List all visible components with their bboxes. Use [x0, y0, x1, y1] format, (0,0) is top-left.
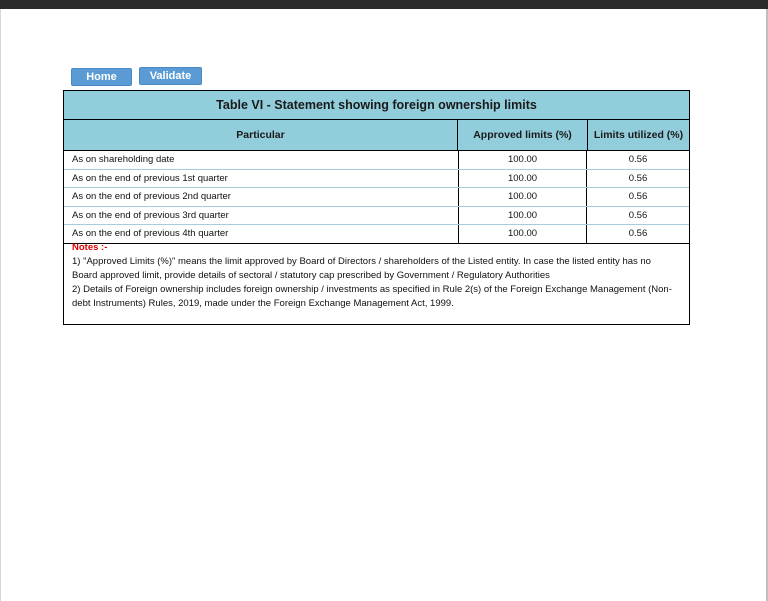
- header-approved-limits: Approved limits (%): [458, 120, 588, 151]
- table-row: [64, 170, 689, 189]
- table-title: Table VI - Statement showing foreign ownership limits: [64, 91, 689, 120]
- note-2-line-2: debt Instruments) Rules, 2019, made under the Foreign Exchange Management Act, 1999.: [72, 298, 454, 309]
- particular-cell: As on the end of previous 2nd quarter: [72, 191, 231, 203]
- window-top-bar: [0, 0, 768, 9]
- approved-limit-cell[interactable]: 100.00: [458, 188, 587, 206]
- foreign-ownership-table: [63, 90, 690, 325]
- approved-limit-cell[interactable]: 100.00: [458, 207, 587, 225]
- notes-section: [72, 241, 684, 311]
- header-limits-utilized: Limits utilized (%): [588, 120, 689, 151]
- table-row: [64, 151, 689, 170]
- approved-limit-cell[interactable]: 100.00: [458, 225, 587, 243]
- particular-cell: As on the end of previous 3rd quarter: [72, 209, 229, 221]
- note-2-line-1: 2) Details of Foreign ownership includes foreign ownership / investments as specified in Rule 2(s) of the Foreign Exchange Management (Non-: [72, 284, 672, 295]
- particular-cell: As on the end of previous 4th quarter: [72, 228, 229, 240]
- limit-utilized-cell[interactable]: 0.56: [628, 209, 648, 221]
- note-1-line-1: 1) "Approved Limits (%)" means the limit approved by Board of Directors / shareholders of the Listed entity. In case the listed entity has no: [72, 256, 651, 267]
- approved-limit-cell[interactable]: 100.00: [458, 151, 587, 169]
- limit-utilized-cell[interactable]: 0.56: [628, 191, 648, 203]
- table-body: [64, 151, 689, 244]
- notes-label: Notes :-: [72, 242, 108, 253]
- note-1-line-2: Board approved limit, provide details of sectoral / statutory cap prescribed by Government / Regulatory Authorities: [72, 270, 550, 281]
- page-left-edge: [0, 9, 1, 601]
- table-row: [64, 188, 689, 207]
- approved-limit-cell[interactable]: 100.00: [458, 170, 587, 188]
- particular-cell: As on the end of previous 1st quarter: [72, 172, 228, 184]
- limit-utilized-cell[interactable]: 0.56: [628, 228, 648, 240]
- limit-utilized-cell[interactable]: 0.56: [628, 154, 648, 166]
- table-row: [64, 207, 689, 226]
- header-particular: Particular: [64, 120, 458, 151]
- home-button[interactable]: Home: [71, 68, 132, 86]
- limit-utilized-cell[interactable]: 0.56: [628, 172, 648, 184]
- validate-button[interactable]: Validate: [139, 67, 202, 85]
- particular-cell: As on shareholding date: [72, 154, 175, 166]
